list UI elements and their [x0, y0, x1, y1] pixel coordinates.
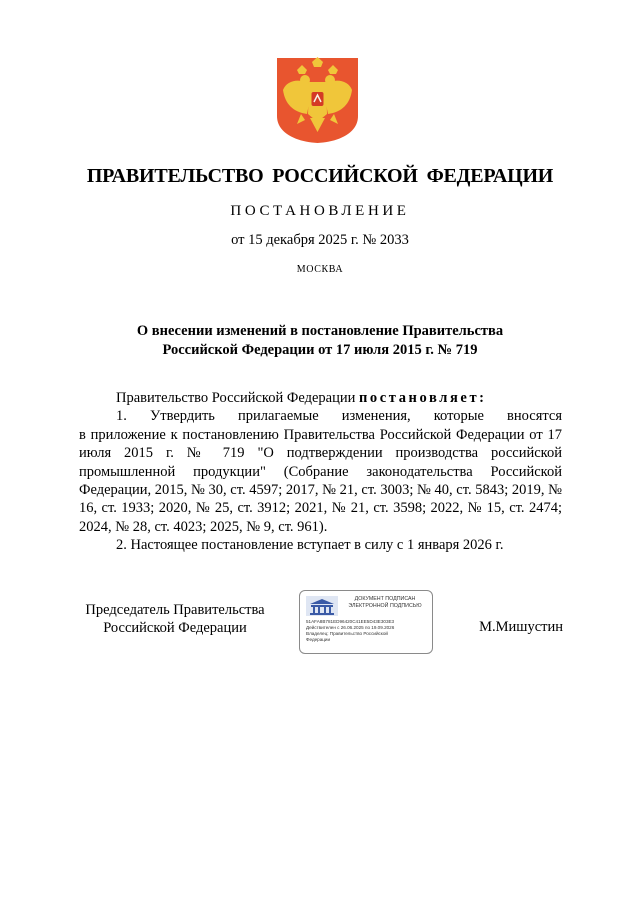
signer-position-line-2: Российской Федерации: [103, 620, 247, 636]
subject-line-1: О внесении изменений в постановление Правительства: [136, 323, 504, 339]
esign-validity: Действителен с 26.06.2025 по 19.09.2026: [306, 625, 395, 630]
document-type: ПОСТАНОВЛЕНИЕ: [230, 203, 410, 219]
document-date-number: от 15 декабря 2025 г. № 2033: [231, 232, 409, 248]
document-subject: [0, 322, 640, 360]
signer-name: М.Мишустин: [479, 619, 563, 635]
intro-paragraph: [79, 389, 562, 407]
item-2-paragraph: 2. Настоящее постановление вступает в силу с 1 января 2026 г.: [116, 537, 504, 554]
item-1-text: в приложение к постановлению Правительства Российской Федерации от 17 июля 2015 г. № 719 "О подтверждении производства российской промышленной продукции" (Собрание законодательства Российской Федерации, 2015, № 30, ст. 4597; 2017, № 21, ст. 3003; № 40, ст. 5843; 2019, № 16, ст. 1933; 2020, № 25, ст. 3912; 2021, № 21, ст. 3598; 2022, № 15, ст. 2474; 2024, № 28, ст. 4023; 2025, № 9, ст. 961).: [79, 426, 562, 535]
esign-title-line-2: ЭЛЕКТРОННОЙ ПОДПИСЬЮ: [348, 602, 422, 609]
document-city: МОСКВА: [296, 264, 344, 275]
esign-serial: 51AFA8B781ED96420C41EE5D43E303E3: [306, 619, 395, 624]
esign-title: [340, 596, 430, 610]
intro-text: Правительство Российской Федерации: [116, 390, 356, 406]
signer-position: [70, 601, 280, 637]
esign-owner-line-1: Владелец: Правительство Российской: [306, 631, 388, 636]
subject-line-2: Российской Федерации от 17 июля 2015 г. № 719: [162, 342, 478, 358]
esign-title-line-1: ДОКУМЕНТ ПОДПИСАН: [354, 596, 416, 602]
esign-owner-line-2: Федерации: [306, 637, 331, 642]
electronic-signature-stamp: [299, 590, 433, 654]
intro-verb: постановляет:: [358, 390, 487, 406]
signer-position-line-1: Председатель Правительства: [85, 602, 265, 618]
building-logo-icon: [306, 596, 338, 616]
item-1-first-line: 1. Утвердить прилагаемые изменения, которые вносятся: [116, 408, 562, 425]
document-body: [79, 389, 562, 555]
coat-of-arms-icon: [275, 56, 360, 144]
esign-details: [306, 619, 430, 643]
government-title: ПРАВИТЕЛЬСТВО РОССИЙСКОЙ ФЕДЕРАЦИИ: [86, 165, 554, 187]
